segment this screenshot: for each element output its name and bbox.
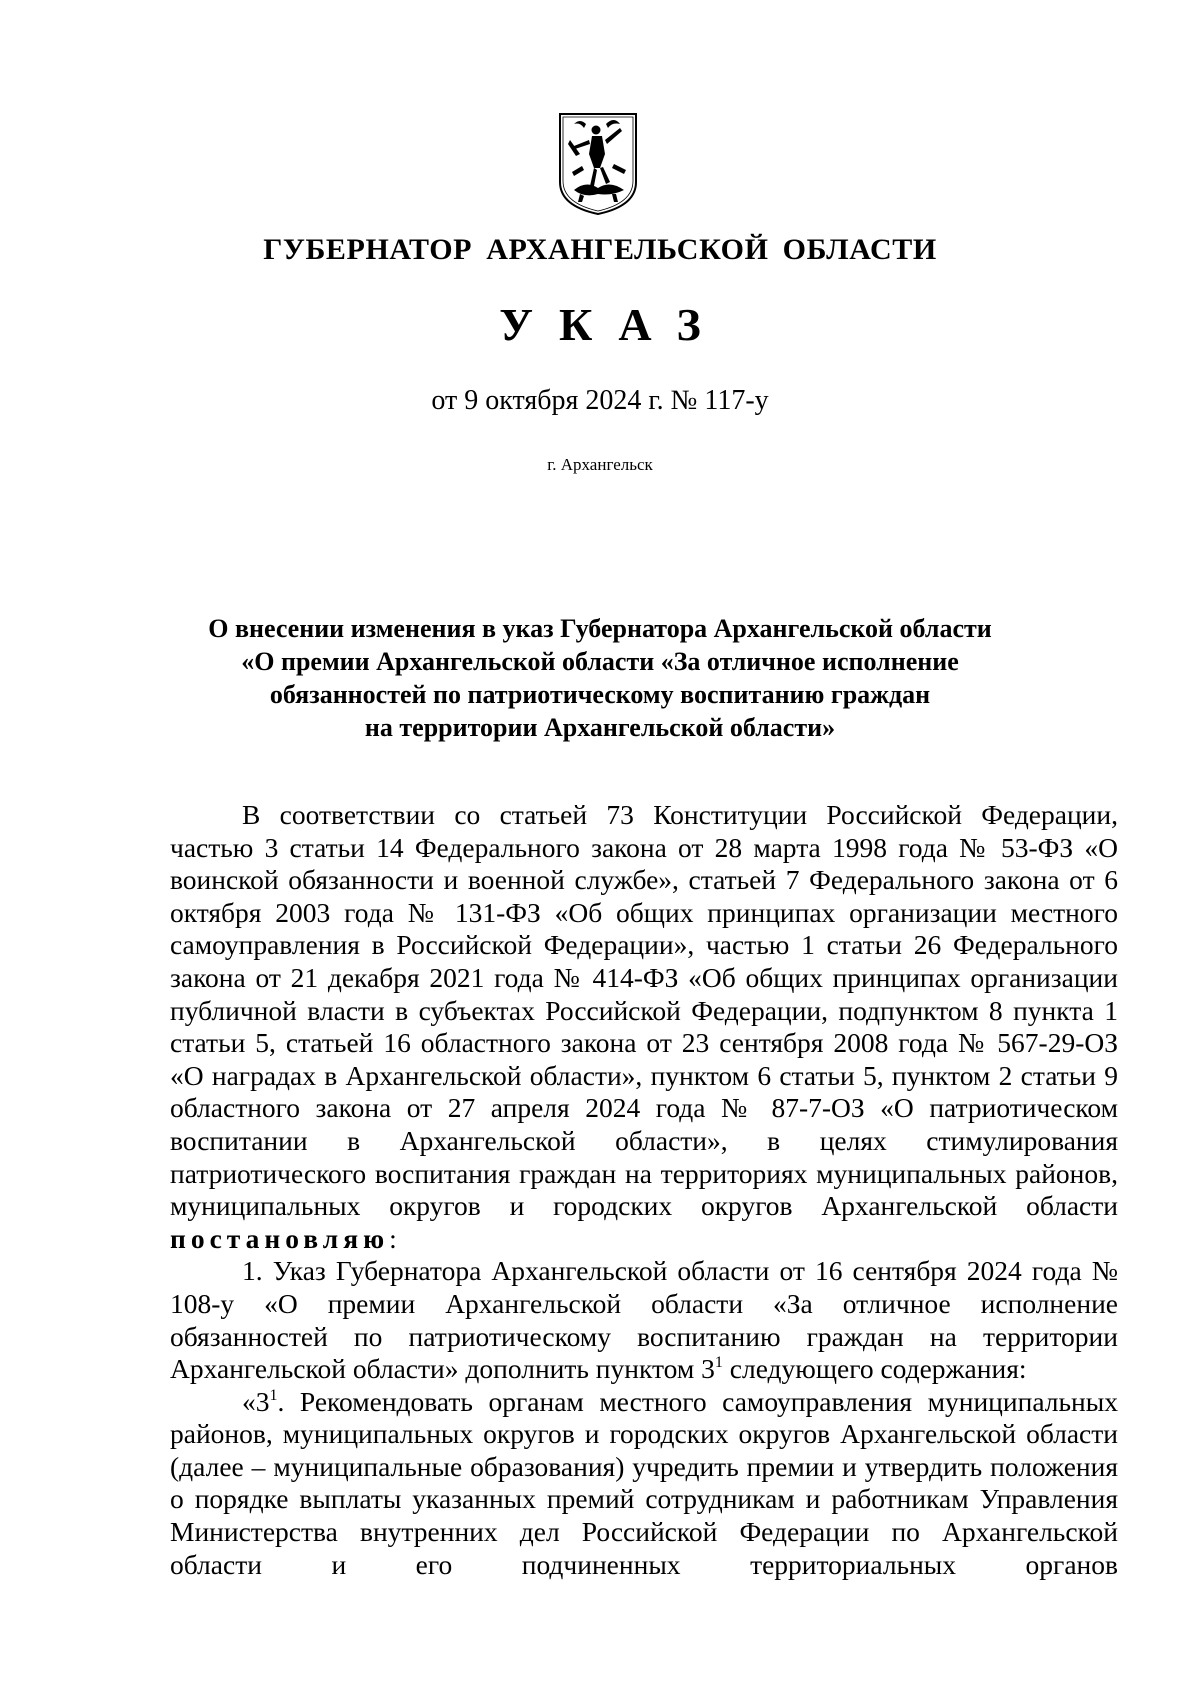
coat-of-arms-icon	[556, 110, 640, 218]
document-body	[170, 799, 1118, 1581]
issuer-heading: ГУБЕРНАТОР АРХАНГЕЛЬСКОЙ ОБЛАСТИ	[263, 233, 937, 266]
clause-1-superscript: 1	[714, 1354, 723, 1372]
clause-3-1-open: «3	[242, 1385, 270, 1417]
title-line: О внесении изменения в указ Губернатора Архангельской области	[208, 614, 992, 643]
clause-3-1-superscript: 1	[269, 1386, 278, 1404]
clause-3-1-paragraph	[170, 1386, 1118, 1582]
preamble-paragraph	[170, 799, 1118, 1255]
document-type: УКАЗ	[499, 299, 727, 350]
title-line: «О премии Архангельской области «За отличное исполнение	[241, 647, 959, 676]
title-line: обязанностей по патриотическому воспитанию граждан	[269, 680, 931, 709]
clause-1-tail: следующего содержания:	[722, 1353, 1027, 1385]
decree-colon: :	[389, 1222, 397, 1254]
clause-3-1-text: . Рекомендовать органам местного самоуправления муниципальных районов, муниципальных округов и городских округов Архангельской области (далее – муниципальные образования) учредить премии и утвердить положения о порядке выплаты указанных премий сотрудникам и работникам Управления Министерства внутренних дел Российской Федерации по Архангельской области и его подчиненных территориальных органов	[170, 1385, 1118, 1580]
decree-word: постановляю	[170, 1222, 390, 1254]
preamble-text: В соответствии со статьей 73 Конституции Российской Федерации, частью 3 статьи 14 Федерального закона от 28 марта 1998 года № 53-ФЗ «О воинской обязанности и военной службе», статьей 7 Федерального закона от 6 октября 2003 года № 131-ФЗ «Об общих принципах организации местного самоуправления в Российской Федерации», частью 1 статьи 26 Федерального закона от 21 декабря 2021 года № 414-ФЗ «Об общих принципах организации публичной власти в субъектах Российской Федерации, подпунктом 8 пункта 1 статьи 5, статьей 16 областного закона от 23 сентября 2008 года № 567-29-ОЗ «О наградах в Архангельской области», пунктом 6 статьи 5, пунктом 2 статьи 9 областного закона от 27 апреля 2024 года № 87-7-ОЗ «О патриотическом воспитании в Архангельской области», в целях стимулирования патриотического воспитания граждан на территориях муниципальных районов, муниципальных округов и городских округов Архангельской области	[170, 799, 1118, 1222]
clause-1-paragraph	[170, 1255, 1118, 1385]
document-title	[190, 612, 1010, 744]
clause-1-text: 1. Указ Губернатора Архангельской области от 16 сентября 2024 года № 108-у «О премии Архангельской области «За отличное исполнение обязанностей по патриотическому воспитанию граждан на территории Архангельской области» дополнить пунктом 3	[170, 1255, 1118, 1385]
title-line: на территории Архангельской области»	[364, 713, 836, 742]
city-line: г. Архангельск	[547, 455, 653, 474]
date-number-line: от 9 октября 2024 г. № 117-у	[431, 385, 769, 416]
